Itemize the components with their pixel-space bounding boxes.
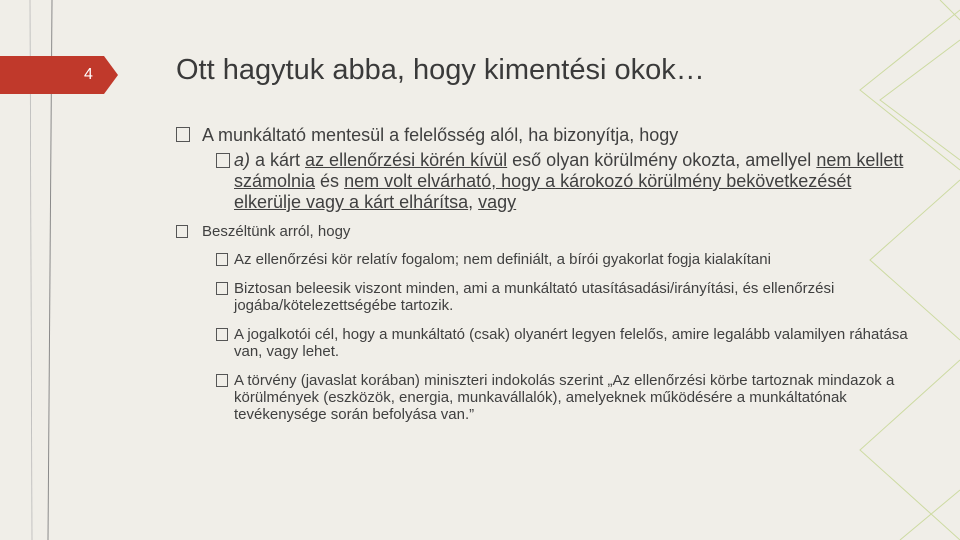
bullet-box-icon (216, 253, 228, 266)
text-underline: nem volt elvárható, hogy a károkozó körülmény bekövetkezését elkerülje vagy a kárt elhárítsa (234, 171, 852, 212)
text-italic: a) (234, 150, 251, 170)
text-fragment: a kárt (250, 150, 306, 170)
bullet-box-icon (216, 328, 228, 341)
bullet-text: A jogalkotói cél, hogy a munkáltató (csak) olyanért legyen felelős, amire legalább valamilyen ráhatása van, vagy lehet. (234, 326, 908, 360)
bullet-text: Az ellenőrzési kör relatív fogalom; nem definiált, a bírói gyakorlat fogja kialakítani (234, 251, 771, 268)
bullet-box-icon (216, 282, 228, 295)
bullet-text (234, 150, 903, 212)
bullet-level1 (176, 125, 916, 146)
slide-number: 4 (84, 66, 93, 83)
slide-number-badge (0, 56, 120, 94)
text-fragment: , (468, 192, 479, 212)
bullet-text: Biztosan beleesik viszont minden, ami a munkáltató utasításadási/irányítási, és ellenőrzési jogába/kötelezettségébe tartozik. (234, 280, 835, 314)
text-fragment: eső olyan körülmény okozta, amellyel (507, 150, 817, 170)
text-underline: az ellenőrzési körén kívül (305, 150, 508, 170)
slide-content (176, 125, 916, 435)
bullet-level2 (234, 251, 916, 268)
slide-title: Ott hagytuk abba, hogy kimentési okok… (176, 54, 705, 86)
bullet-box-icon (216, 374, 228, 387)
text-underline: vagy (478, 192, 517, 212)
bullet-text: Beszéltünk arról, hogy (202, 223, 351, 240)
bullet-box-icon (216, 153, 230, 168)
bullet-text: A munkáltató mentesül a felelősség alól, ha bizonyítja, hogy (202, 125, 679, 145)
bullet-level2 (234, 280, 916, 314)
bullet-level1 (176, 223, 916, 241)
bullet-level2 (234, 372, 916, 423)
bullet-box-icon (176, 127, 190, 142)
badge-shape (0, 56, 120, 94)
bullet-text: A törvény (javaslat korában) miniszteri indokolás szerint „Az ellenőrzési körbe tartoznak mindazok a körülmények (eszközök, energia, munkavállalók), amelyeknek működésére a munkáltatónak tevékenysége során befolyása van.” (234, 372, 895, 423)
bullet-level2 (234, 326, 916, 360)
text-underline: nem kellett számolnia (234, 150, 904, 191)
bullet-box-icon (176, 225, 188, 238)
text-fragment: és (315, 171, 345, 191)
bullet-level2 (234, 150, 916, 213)
